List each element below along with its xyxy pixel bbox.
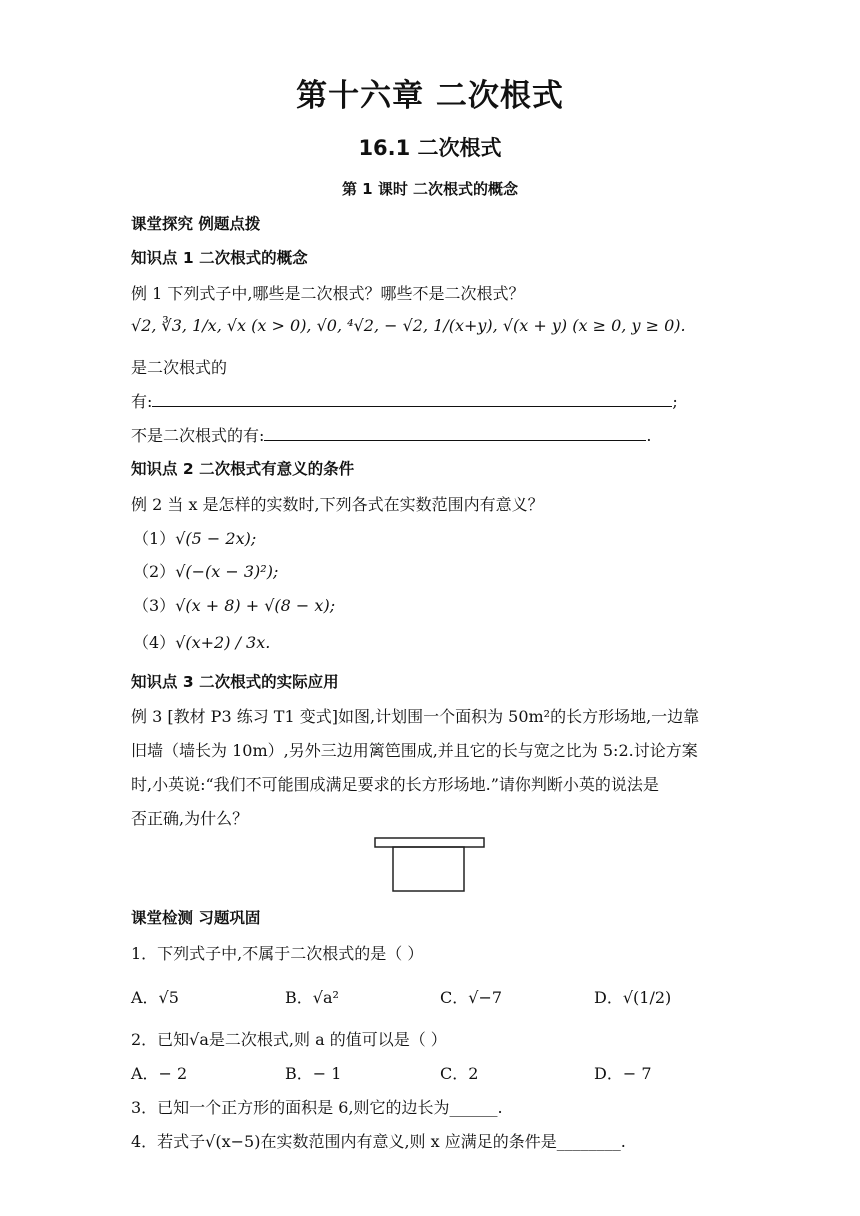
q1-option-b[interactable]: B．√a²: [285, 988, 339, 1007]
kp1-answer-line-1: [131, 389, 678, 412]
q1-option-c[interactable]: C．√−7: [440, 988, 503, 1007]
item-expression: √(5 − 2x);: [175, 529, 257, 548]
kp1-expressions: √2, ∛3, 1/x, √x (x > 0), √0, ⁴√2, − √2, 1/(x+y), √(x + y) (x ≥ 0, y ≥ 0).: [131, 316, 686, 335]
kp2-item-1: [133, 526, 256, 549]
kp2-example: 例 2 当 x 是怎样的实数时,下列各式在实数范围内有意义？: [131, 495, 544, 514]
q1-option-a[interactable]: A．√5: [131, 988, 179, 1007]
q2-option-b[interactable]: B．− 1: [285, 1064, 342, 1083]
part2-header: 课堂检测 习题巩固: [131, 909, 261, 927]
kp2-header: 知识点 2 二次根式有意义的条件: [131, 460, 355, 478]
part1-header: 课堂探究 例题点拨: [131, 215, 261, 233]
q1-option-d[interactable]: D．√(1/2): [594, 988, 672, 1007]
kp1-answer-prefix-2: 不是二次根式的有:: [131, 426, 265, 445]
kp3-line-4: 否正确,为什么？: [131, 809, 249, 828]
kp2-item-2: [133, 559, 278, 582]
kp3-header: 知识点 3 二次根式的实际应用: [131, 673, 339, 691]
kp1-header: 知识点 1 二次根式的概念: [131, 249, 308, 267]
item-number: （1）: [133, 529, 176, 548]
wall-rectangle-diagram: [372, 836, 488, 894]
chapter-title: 第十六章 二次根式: [296, 78, 564, 114]
item-expression: √(x+2) / 3x.: [175, 633, 271, 652]
field-rectangle: [393, 847, 464, 891]
wall-shape: [375, 838, 484, 847]
q3-stem: 3．已知一个正方形的面积是 6,则它的边长为______.: [131, 1098, 503, 1117]
kp3-line-2: 旧墙（墙长为 10m）,另外三边用篱笆围成,并且它的长与宽之比为 5:2.讨论方案: [131, 741, 698, 760]
answer-blank-1[interactable]: [152, 391, 672, 407]
lesson-title: 第 1 课时 二次根式的概念: [341, 180, 519, 198]
q4-stem: 4．若式子√(x−5)在实数范围内有意义,则 x 应满足的条件是________.: [131, 1132, 626, 1151]
kp1-answer-label: 是二次根式的: [131, 358, 228, 377]
item-number: （2）: [133, 562, 176, 581]
item-number: （3）: [133, 596, 176, 615]
answer-blank-2[interactable]: [264, 425, 646, 441]
item-number: （4）: [133, 633, 176, 652]
q1-stem: 1．下列式子中,不属于二次根式的是（ ）: [131, 944, 424, 963]
kp3-line-3: 时,小英说:“我们不可能围成满足要求的长方形场地.”请你判断小英的说法是: [131, 775, 659, 794]
kp1-answer-line-2: [131, 423, 652, 446]
q2-option-a[interactable]: A．− 2: [131, 1064, 188, 1083]
kp1-answer-suffix-2: .: [646, 426, 652, 445]
kp1-example: 例 1 下列式子中,哪些是二次根式？哪些不是二次根式？: [131, 284, 525, 303]
q2-option-d[interactable]: D．− 7: [594, 1064, 652, 1083]
kp3-line-1: 例 3 [教材 P3 练习 T1 变式]如图,计划围一个面积为 50m²的长方形场地,一边靠: [131, 707, 700, 726]
q2-stem: 2．已知√a是二次根式,则 a 的值可以是（ ）: [131, 1030, 447, 1049]
section-title: 16.1 二次根式: [358, 136, 502, 160]
item-expression: √(−(x − 3)²);: [175, 562, 279, 581]
item-expression: √(x + 8) + √(8 − x);: [175, 596, 336, 615]
kp2-item-4: [133, 630, 270, 653]
kp2-item-3: [133, 593, 335, 616]
q2-option-c[interactable]: C．2: [440, 1064, 479, 1083]
kp1-answer-prefix-1: 有:: [131, 392, 153, 411]
kp1-answer-suffix-1: ;: [672, 392, 678, 411]
